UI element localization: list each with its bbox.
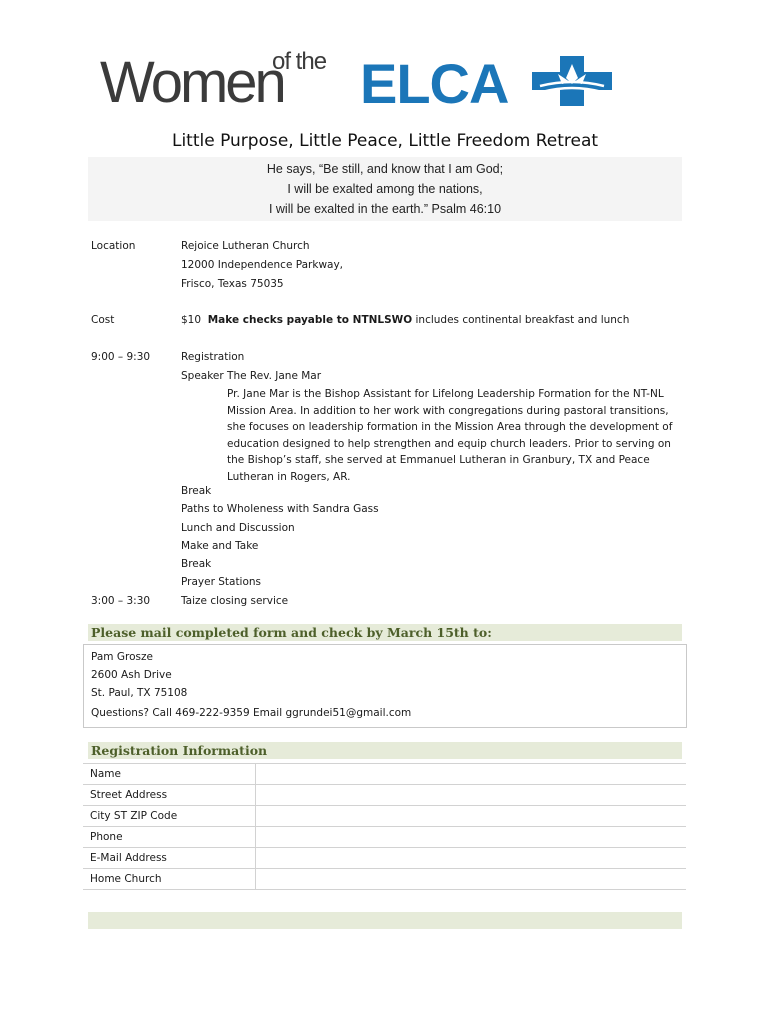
field-label: Phone xyxy=(83,827,256,848)
scripture-verse xyxy=(88,157,682,221)
page-title: Little Purpose, Little Peace, Little Freedom Retreat xyxy=(171,131,599,151)
registration-item: Registration xyxy=(181,351,245,363)
form-row xyxy=(83,785,686,806)
email-input[interactable] xyxy=(256,848,687,869)
schedule-item: Prayer Stations xyxy=(181,576,262,588)
phone-input[interactable] xyxy=(256,827,687,848)
logo-elca-text: ELCA xyxy=(360,52,509,115)
city-st-zip-input[interactable] xyxy=(256,806,687,827)
registration-form xyxy=(83,763,686,890)
location-label: Location xyxy=(91,240,136,252)
footer-band xyxy=(88,912,682,929)
logo-of-the-text: of the xyxy=(272,48,327,75)
mail-city: St. Paul, TX 75108 xyxy=(91,687,188,699)
location-line: Rejoice Lutheran Church xyxy=(181,240,310,252)
field-label: Home Church xyxy=(83,869,256,890)
schedule-item: Break xyxy=(181,558,212,570)
women-of-the-elca-logo xyxy=(100,48,620,115)
end-time: 3:00 – 3:30 xyxy=(91,595,151,607)
home-church-input[interactable] xyxy=(256,869,687,890)
mail-heading: Please mail completed form and check by March 15th to: xyxy=(91,625,492,640)
schedule-item: Lunch and Discussion xyxy=(181,522,295,534)
cost-payee: Make checks payable to NTNLSWO xyxy=(207,314,413,326)
location-line: 12000 Independence Parkway, xyxy=(181,259,344,271)
field-label: Name xyxy=(83,764,256,785)
cost-value xyxy=(181,311,629,330)
speaker-bio: Pr. Jane Mar is the Bishop Assistant for Lifelong Leadership Formation for the NT-NL Mission Area. In addition to her work with congregations during pastoral transitions, she focuses on leadership formation in the Mission Area through the development of education designed to help strengthen and equip church leaders. Prior to serving on the Bishop’s staff, she served at Emmanuel Lutheran in Granbury, TX and Peace Lutheran in Rogers, AR. xyxy=(227,388,673,483)
mail-heading-band xyxy=(88,624,682,641)
closing-item: Taize closing service xyxy=(181,595,289,607)
start-time: 9:00 – 9:30 xyxy=(91,351,151,363)
verse-line: I will be exalted among the nations, xyxy=(287,182,483,196)
mail-address-box xyxy=(83,644,687,728)
contact-line: Questions? Call 469-222-9359 Email ggrundei51@gmail.com xyxy=(91,707,412,719)
form-row xyxy=(83,806,686,827)
cost-includes: includes continental breakfast and lunch xyxy=(412,314,630,326)
registration-heading: Registration Information xyxy=(91,743,268,758)
verse-line: He says, “Be still, and know that I am God; xyxy=(266,162,504,176)
cost-amount: $10 xyxy=(181,314,202,326)
location-line: Frisco, Texas 75035 xyxy=(181,278,284,290)
cross-icon xyxy=(532,56,612,106)
verse-line: I will be exalted in the earth.” Psalm 46:10 xyxy=(268,202,502,216)
registration-heading-band xyxy=(88,742,682,759)
schedule-item: Break xyxy=(181,485,212,497)
cost-label: Cost xyxy=(91,314,115,326)
logo-women-text: Women xyxy=(100,50,284,115)
mail-name: Pam Grosze xyxy=(91,651,153,663)
field-label: Street Address xyxy=(83,785,256,806)
form-row xyxy=(83,764,686,785)
form-row xyxy=(83,869,686,890)
mail-street: 2600 Ash Drive xyxy=(91,669,172,681)
speaker-item: Speaker The Rev. Jane Mar xyxy=(181,370,322,382)
schedule-item: Make and Take xyxy=(181,540,259,552)
schedule-item: Paths to Wholeness with Sandra Gass xyxy=(181,503,379,515)
field-label: City ST ZIP Code xyxy=(83,806,256,827)
form-row xyxy=(83,848,686,869)
field-label: E-Mail Address xyxy=(83,848,256,869)
name-input[interactable] xyxy=(256,764,687,785)
street-address-input[interactable] xyxy=(256,785,687,806)
form-row xyxy=(83,827,686,848)
location-value xyxy=(181,237,343,294)
